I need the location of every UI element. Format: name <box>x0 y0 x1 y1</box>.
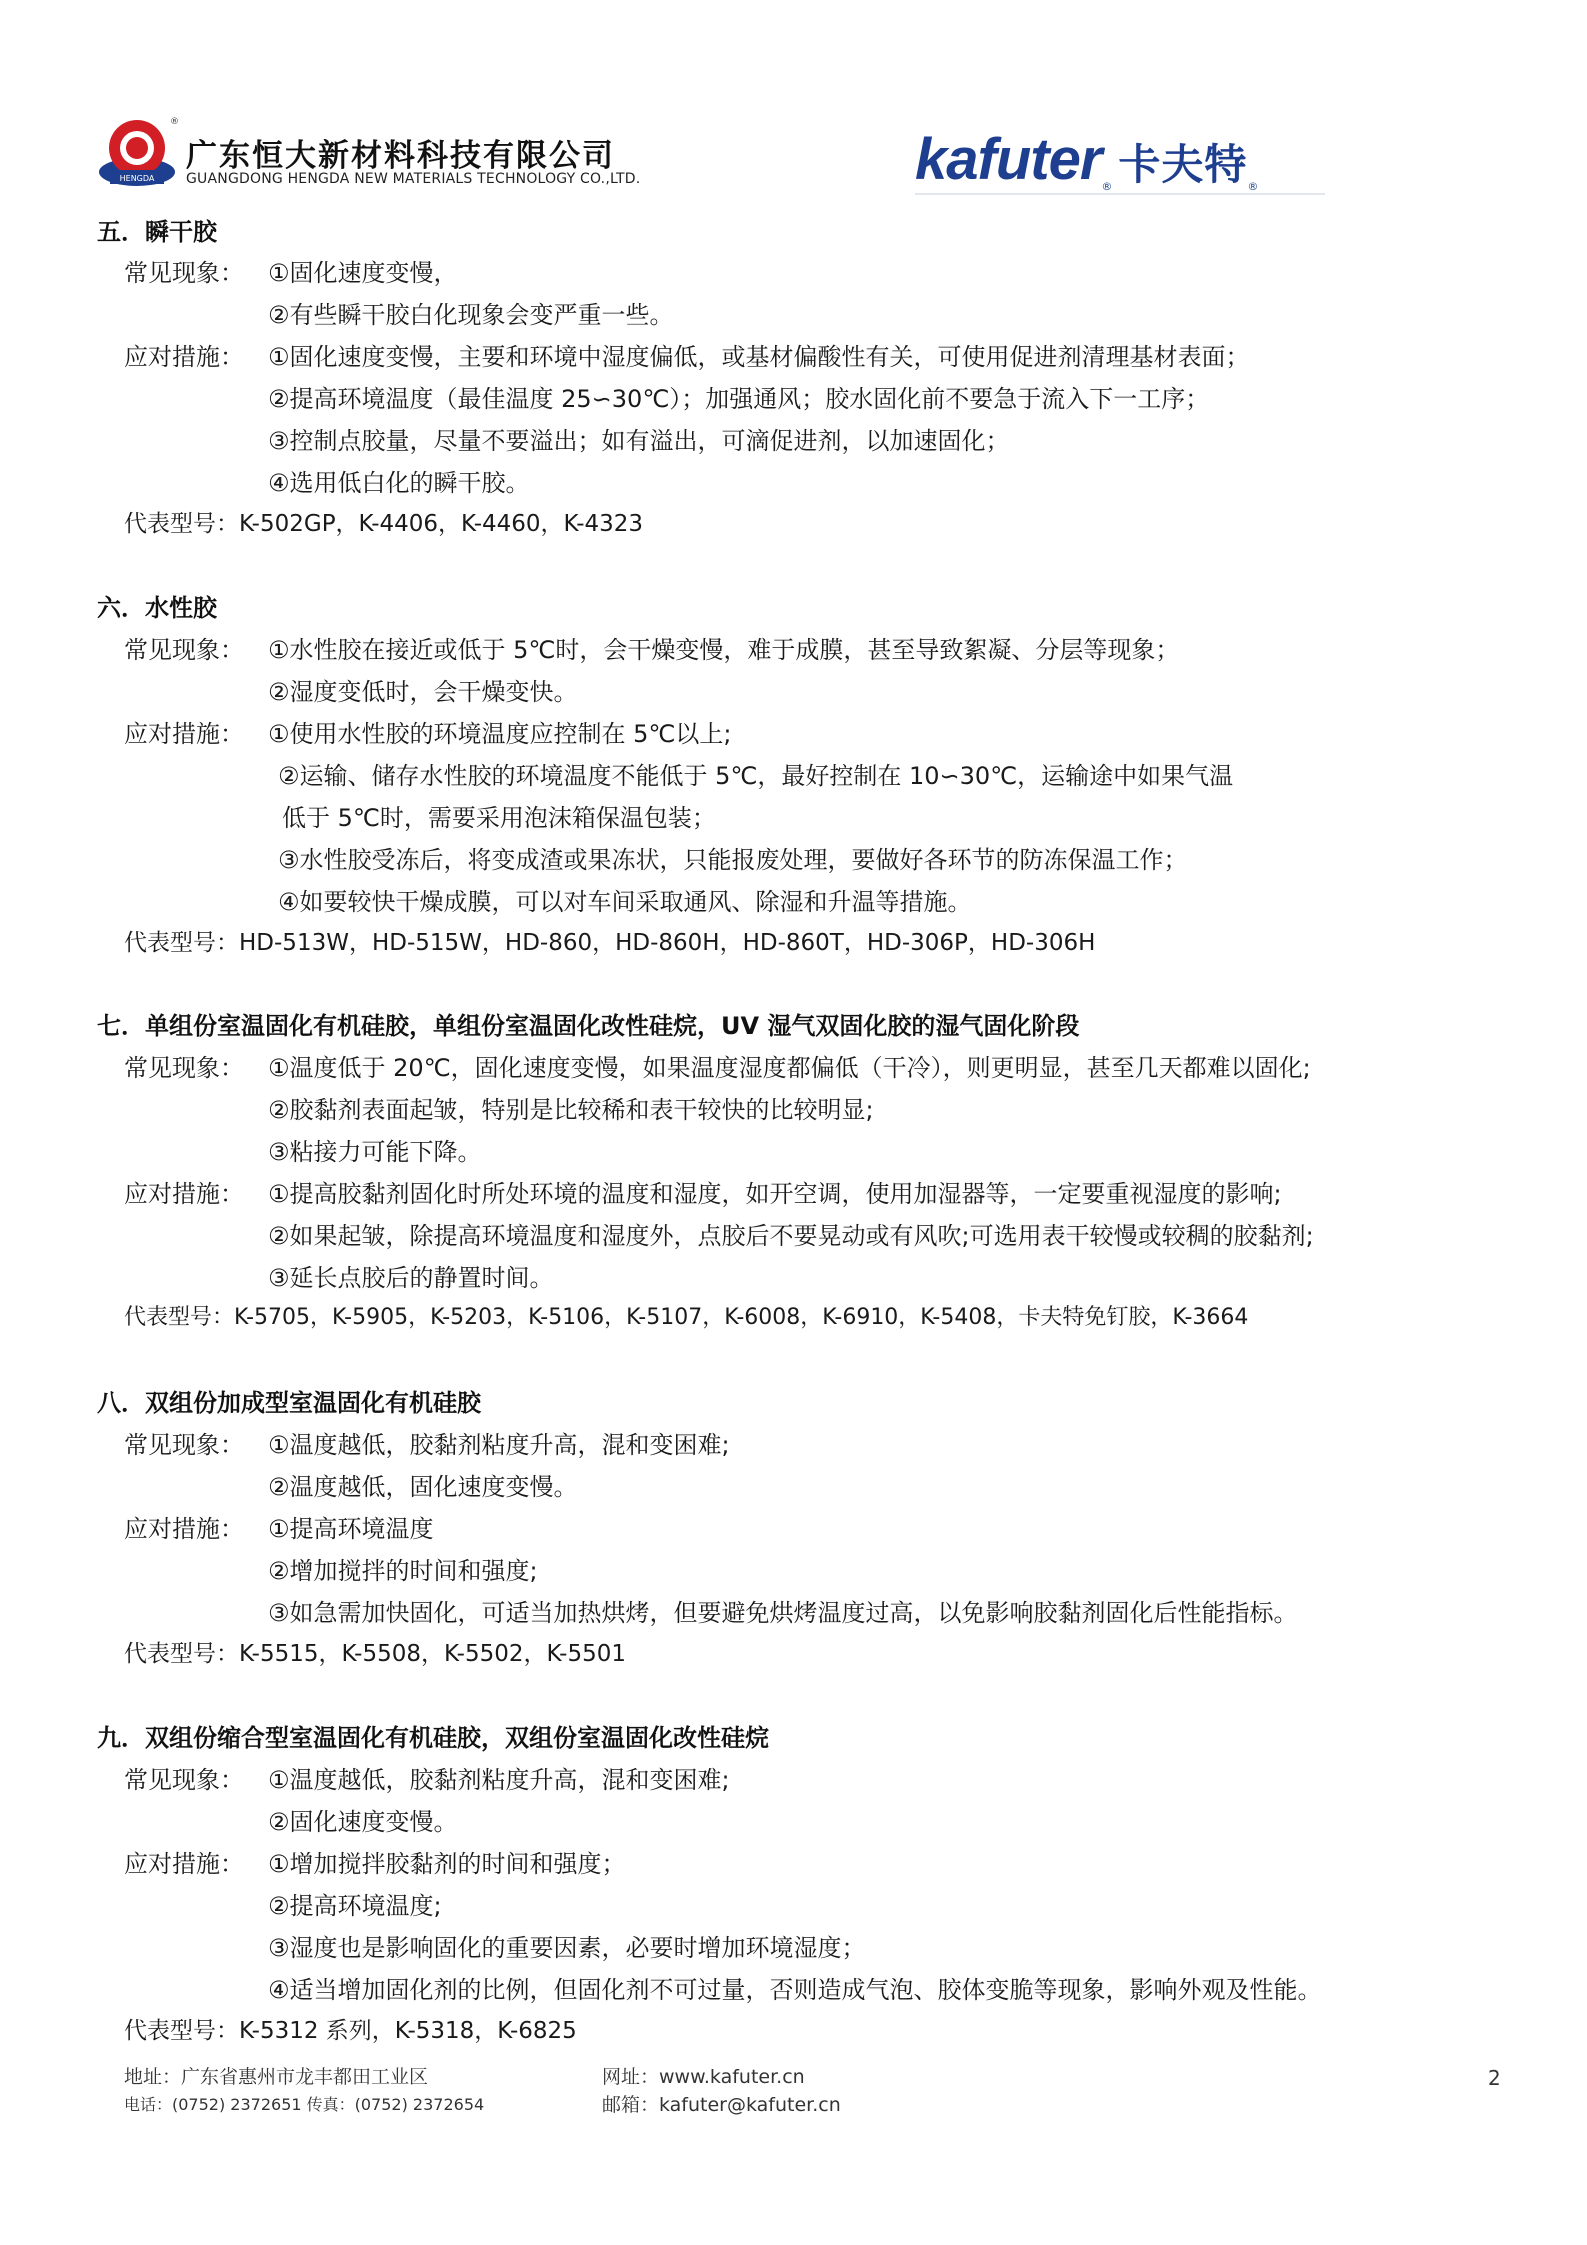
phenomena-label: 常见现象： <box>124 1431 244 1459</box>
phenomenon-item: ②温度越低，固化速度变慢。 <box>268 1473 578 1501</box>
measure-item: ①提高胶黏剂固化时所处环境的温度和湿度，如开空调，使用加湿器等，一定要重视湿度的影响; <box>268 1180 1282 1208</box>
phenomena-label: 常见现象： <box>124 1054 244 1082</box>
measure-item: ①固化速度变慢，主要和环境中湿度偏低，或基材偏酸性有关，可使用促进剂清理基材表面； <box>268 343 1250 371</box>
kafuter-brand-logo <box>915 126 1258 193</box>
brand-reg-mark: ® <box>1101 180 1113 193</box>
section-title: 八．双组份加成型室温固化有机硅胶 <box>97 1389 481 1417</box>
footer-email: 邮箱：kafuter@kafuter.cn <box>602 2094 841 2116</box>
page-header <box>0 0 1587 200</box>
phenomena-label: 常见现象： <box>124 1766 244 1794</box>
hengda-logo-icon <box>96 116 178 196</box>
measure-item: ③水性胶受冻后，将变成渣或果冻状，只能报废处理，要做好各环节的防冻保温工作； <box>278 846 1188 874</box>
measure-item: ②提高环境温度（最佳温度 25∽30℃）；加强通风；胶水固化前不要急于流入下一工序； <box>268 385 1210 413</box>
company-name-cn: 广东恒大新材料科技有限公司 <box>186 138 615 174</box>
phenomenon-item: ③粘接力可能下降。 <box>268 1138 482 1166</box>
section-title: 五．瞬干胶 <box>97 218 217 246</box>
phenomenon-item: ①水性胶在接近或低于 5℃时，会干燥变慢，难于成膜，甚至导致絮凝、分层等现象； <box>268 636 1180 664</box>
footer-phone: 电话：(0752) 2372651 传真：(0752) 2372654 <box>124 2095 485 2114</box>
measure-item: ③控制点胶量，尽量不要溢出；如有溢出，可滴促进剂，以加速固化； <box>268 427 1010 455</box>
measure-item: ④选用低白化的瞬干胶。 <box>268 469 530 497</box>
section-title: 六．水性胶 <box>97 594 217 622</box>
phenomenon-item: ①温度低于 20℃，固化速度变慢，如果温度湿度都偏低（干冷），则更明显，甚至几天都难以固化; <box>268 1054 1311 1082</box>
measures-label: 应对措施： <box>124 720 244 748</box>
model-list: 代表型号：K-5312 系列，K-5318，K-6825 <box>124 2018 577 2044</box>
brand-reg-mark-cn: ® <box>1247 180 1259 193</box>
footer-website: 网址：www.kafuter.cn <box>602 2066 805 2088</box>
measure-item: ①增加搅拌胶黏剂的时间和强度； <box>268 1850 626 1878</box>
brand-name-en: kafuter <box>915 127 1102 192</box>
phenomenon-item: ②胶黏剂表面起皱，特别是比较稀和表干较快的比较明显; <box>268 1096 874 1124</box>
model-list: 代表型号：K-5515，K-5508，K-5502，K-5501 <box>124 1641 627 1667</box>
measures-label: 应对措施： <box>124 1180 244 1208</box>
phenomenon-item: ①温度越低，胶黏剂粘度升高，混和变困难; <box>268 1766 730 1794</box>
phenomenon-item: ②固化速度变慢。 <box>268 1808 458 1836</box>
footer-address: 地址：广东省惠州市龙丰都田工业区 <box>124 2066 429 2088</box>
measure-item: ④如要较快干燥成膜，可以对车间采取通风、除湿和升温等措施。 <box>278 888 972 916</box>
page-number: 2 <box>1488 2066 1501 2090</box>
measure-item: ③延长点胶后的静置时间。 <box>268 1264 554 1292</box>
measure-item: ③湿度也是影响固化的重要因素，必要时增加环境湿度； <box>268 1934 866 1962</box>
measure-item: ①提高环境温度 <box>268 1515 434 1543</box>
section-title: 七．单组份室温固化有机硅胶，单组份室温固化改性硅烷，UV 湿气双固化胶的湿气固化阶段 <box>97 1012 1080 1040</box>
model-list: 代表型号：K-5705，K-5905，K-5203，K-5106，K-5107，K-6008，K-6910，K-5408，卡夫特免钉胶，K-3664 <box>124 1305 1249 1330</box>
model-list: 代表型号：K-502GP，K-4406，K-4460，K-4323 <box>124 511 644 537</box>
measure-item: ②增加搅拌的时间和强度; <box>268 1557 538 1585</box>
measure-item: ②如果起皱，除提高环境温度和湿度外，点胶后不要晃动或有风吹;可选用表干较慢或较稠的胶黏剂; <box>268 1222 1314 1250</box>
section-title: 九．双组份缩合型室温固化有机硅胶，双组份室温固化改性硅烷 <box>97 1724 769 1752</box>
phenomenon-item: ②有些瞬干胶白化现象会变严重一些。 <box>268 301 674 329</box>
footer-contact <box>124 2063 484 2119</box>
phenomena-label: 常见现象： <box>124 259 244 287</box>
model-list: 代表型号：HD-513W，HD-515W，HD-860，HD-860H，HD-860T，HD-306P，HD-306H <box>124 930 1096 956</box>
phenomenon-item: ②湿度变低时，会干燥变快。 <box>268 678 578 706</box>
logo-text: HENGDA <box>119 174 155 183</box>
measures-label: 应对措施： <box>124 1515 244 1543</box>
measures-label: 应对措施： <box>124 343 244 371</box>
measure-item: ③如急需加快固化，可适当加热烘烤，但要避免烘烤温度过高，以免影响胶黏剂固化后性能指标。 <box>268 1599 1298 1627</box>
phenomenon-item: ①固化速度变慢， <box>268 259 458 287</box>
measure-item: ④适当增加固化剂的比例，但固化剂不可过量，否则造成气泡、胶体变脆等现象，影响外观及性能。 <box>268 1976 1322 2004</box>
measure-item: ②运输、储存水性胶的环境温度不能低于 5℃，最好控制在 10∽30℃，运输途中如果气温 <box>278 762 1234 790</box>
measure-item-continued: 低于 5℃时，需要采用泡沫箱保温包装； <box>282 804 716 832</box>
brand-underline <box>915 193 1325 195</box>
brand-name-cn: 卡夫特 <box>1118 140 1248 189</box>
measure-item: ①使用水性胶的环境温度应控制在 5℃以上; <box>268 720 732 748</box>
svg-text:®: ® <box>170 117 179 127</box>
company-name-en: GUANGDONG HENGDA NEW MATERIALS TECHNOLOGY CO.,LTD. <box>186 171 641 187</box>
measures-label: 应对措施： <box>124 1850 244 1878</box>
phenomenon-item: ①温度越低，胶黏剂粘度升高，混和变困难; <box>268 1431 730 1459</box>
phenomena-label: 常见现象： <box>124 636 244 664</box>
footer-web <box>602 2063 841 2119</box>
measure-item: ②提高环境温度; <box>268 1892 442 1920</box>
